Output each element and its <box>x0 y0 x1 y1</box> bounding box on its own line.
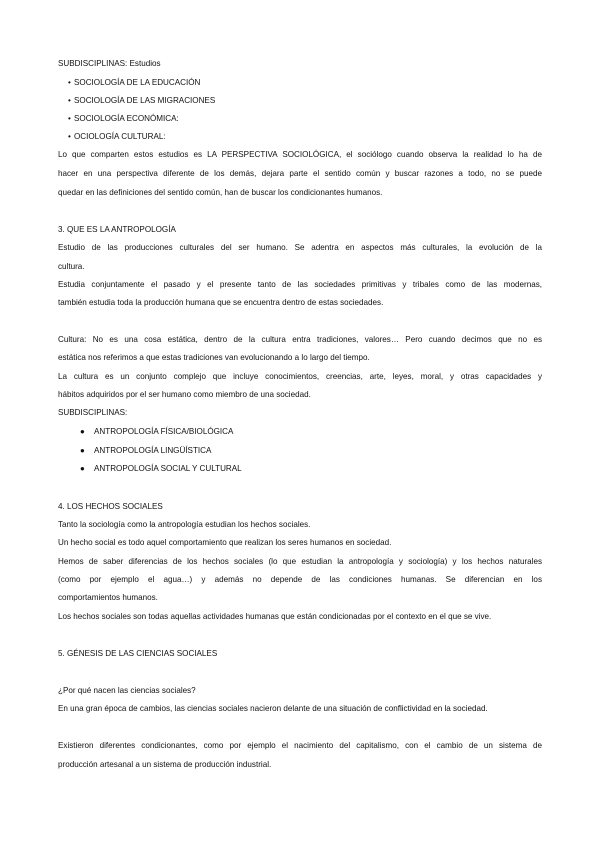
paragraph-line: comportamientos humanos. <box>58 593 158 602</box>
subdisciplines-title: SUBDISCIPLINAS: <box>58 408 128 417</box>
paragraph-line: Un hecho social es todo aquel comportamiento que realizan los seres humanos en sociedad. <box>58 538 392 547</box>
paragraph-line: La cultura es un conjunto complejo que incluye conocimientos, creencias, arte, leyes, moral, y otras capacidades y <box>58 372 542 381</box>
paragraph-line: Tanto la sociología como la antropología estudian los hechos sociales. <box>58 520 311 529</box>
paragraph-line: Estudia conjuntamente el pasado y el presente tanto de las sociedades primitivas y tribales como de las modernas, <box>58 280 542 289</box>
paragraph-line: hábitos adquiridos por el ser humano como miembro de una sociedad. <box>58 390 311 399</box>
paragraph-line: quedar en las definiciones del sentido común, han de buscar los condicionantes humanos. <box>58 188 383 197</box>
question-line: ¿Por qué nacen las ciencias sociales? <box>58 686 196 695</box>
section-heading: 5. GÉNESIS DE LAS CIENCIAS SOCIALES <box>58 649 218 658</box>
paragraph-line: cultura. <box>58 262 85 271</box>
section-heading: 3. QUE ES LA ANTROPOLOGÍA <box>58 225 176 234</box>
paragraph-line: Existieron diferentes condicionantes, como por ejemplo el nacimiento del capitalismo, con el cambio de un sistema de <box>58 741 542 750</box>
list-item-label: ANTROPOLOGÍA LINGÜÍSTICA <box>94 446 212 455</box>
paragraph-line: Estudio de las producciones culturales del ser humano. Se adentra en aspectos más culturales, la evolución de la <box>58 243 542 252</box>
bullet-icon: ● <box>80 427 85 436</box>
bullet-icon: ● <box>80 464 85 473</box>
bullet-icon: ● <box>80 446 85 455</box>
paragraph-line: Hemos de saber diferencias de los hechos sociales (lo que estudian la antropología y sociología) y los hechos naturales <box>58 557 542 566</box>
list-item: • SOCIOLOGÍA ECONÓMICA: <box>68 113 179 124</box>
paragraph-line: (como por ejemplo el agua…) y además no depende de las condiciones humanas. Se diferencian en los <box>58 575 542 584</box>
paragraph-line: estática nos referimos a que estas tradiciones van evolucionando a lo largo del tiempo. <box>58 353 370 362</box>
list-item: • OCIOLOGÍA CULTURAL: <box>68 131 166 142</box>
list-item: • SOCIOLOGÍA DE LA EDUCACIÓN <box>68 77 200 88</box>
paragraph-line: hacer en una perspectiva diferente de los demás, dejara parte el sentido común y buscar razones a todo, no se puede <box>58 169 542 178</box>
paragraph-line: también estudia toda la producción humana que se encuentra dentro de estas sociedades. <box>58 298 384 307</box>
paragraph-line: Los hechos sociales son todas aquellas actividades humanas que están condicionadas por el contexto en el que se vive. <box>58 612 492 621</box>
section-heading: 4. LOS HECHOS SOCIALES <box>58 502 163 511</box>
subdisciplines-title: SUBDISCIPLINAS: Estudios <box>58 59 161 68</box>
list-item-label: ANTROPOLOGÍA SOCIAL Y CULTURAL <box>94 464 242 473</box>
list-item-label: ANTROPOLOGÍA FÍSICA/BIOLÓGICA <box>94 427 234 436</box>
paragraph-line: Cultura: No es una cosa estática, dentro de la cultura entra tradiciones, valores… Pero cuando decimos que no es <box>58 335 542 344</box>
paragraph-line: producción artesanal a un sistema de producción industrial. <box>58 760 272 769</box>
paragraph-line: En una gran época de cambios, las ciencias sociales nacieron delante de una situación de conflictividad en la sociedad. <box>58 704 488 713</box>
paragraph-line: Lo que comparten estos estudios es LA PERSPECTIVA SOCIOLÓGICA, el sociólogo cuando observa la realidad lo ha de <box>58 150 542 159</box>
list-item: • SOCIOLOGÍA DE LAS MIGRACIONES <box>68 95 215 106</box>
